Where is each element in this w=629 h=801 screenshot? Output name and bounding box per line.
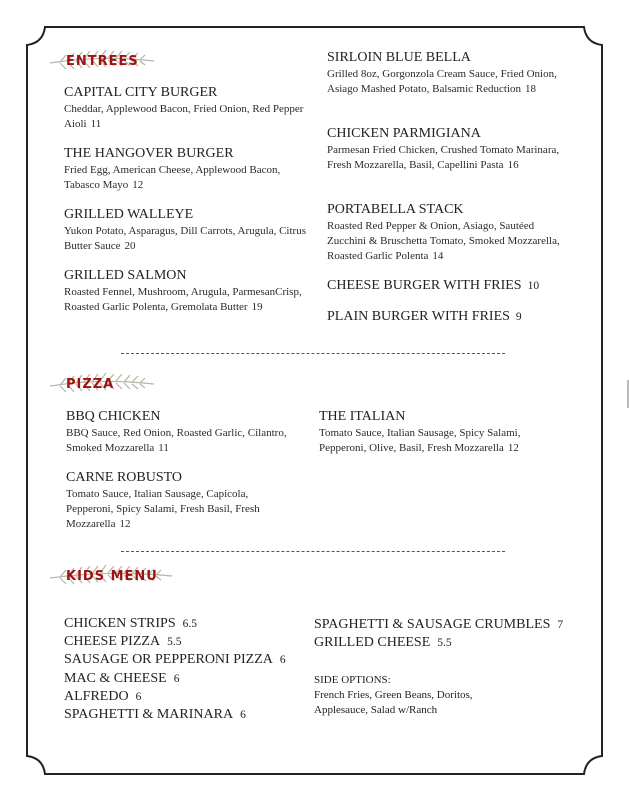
kids-menu-title: KIDS MENU (66, 569, 158, 584)
item-price: 6 (240, 709, 246, 722)
kids-item: SAUSAGE OR PEPPERONI PIZZA 6 (64, 652, 286, 668)
entrees-title: ENTREES (66, 54, 139, 69)
item-name: PLAIN BURGER WITH FRIES 9 (327, 309, 522, 324)
section-divider (121, 353, 505, 354)
kids-menu-list-right (314, 616, 563, 652)
item-price: 19 (251, 301, 263, 313)
item-price: 5.5 (437, 637, 452, 650)
item-name: THE HANGOVER BURGER (64, 146, 234, 161)
item-price: 18 (525, 83, 536, 95)
item-description: Grilled 8oz, Gorgonzola Cream Sauce, Fried Onion, Asiago Mashed Potato, Balsamic Reduction 18 (327, 68, 557, 95)
item-name: CAPITAL CITY BURGER (64, 85, 218, 100)
item-price: 11 (90, 118, 102, 130)
menu-item (327, 202, 575, 264)
item-name: BBQ CHICKEN (66, 409, 161, 424)
entrees-header (46, 47, 158, 81)
menu-item (64, 207, 314, 254)
item-price: 12 (119, 518, 131, 530)
menu-item (319, 409, 564, 456)
item-description: Cheddar, Applewood Bacon, Fried Onion, Red Pepper Aioli 11 (64, 103, 304, 130)
kids-item: GRILLED CHEESE 5.5 (314, 635, 452, 651)
menu-item (66, 409, 296, 456)
item-price: 6 (173, 672, 180, 685)
item-price: 10 (527, 280, 540, 292)
menu-item (327, 126, 569, 173)
item-name: GRILLED SALMON (64, 268, 187, 283)
item-price: 12 (132, 179, 144, 191)
kids-menu-list (64, 615, 286, 724)
item-name: CARNE ROBUSTO (66, 470, 183, 485)
item-price: 11 (158, 442, 169, 454)
kids-item: CHEESE PIZZA 5.5 (64, 634, 182, 650)
item-price: 6 (135, 690, 142, 703)
item-price: 9 (515, 311, 522, 323)
item-price: 12 (507, 442, 519, 454)
pizza-title: PIZZA (66, 377, 115, 392)
kids-item: SPAGHETTI & SAUSAGE CRUMBLES 7 (314, 617, 564, 632)
item-description: Fried Egg, American Cheese, Applewood Bacon, Tabasco Mayo 12 (64, 164, 281, 191)
item-name: THE ITALIAN (319, 409, 406, 424)
item-price: 5.5 (167, 636, 182, 649)
kids-item: MAC & CHEESE 6 (64, 670, 180, 686)
item-price: 20 (124, 240, 136, 252)
menu-item (327, 309, 577, 325)
menu-item (64, 146, 314, 193)
item-description: BBQ Sauce, Red Onion, Roasted Garlic, Cilantro, Smoked Mozzarella 11 (66, 427, 287, 454)
item-description: Yukon Potato, Asparagus, Dill Carrots, Arugula, Citrus Butter Sauce 20 (64, 225, 306, 252)
item-description: Parmesan Fried Chicken, Crushed Tomato Marinara, Fresh Mozzarella, Basil, Capellini Pasta 16 (327, 144, 560, 171)
item-description: Roasted Red Pepper & Onion, Asiago, Sautéed Zucchini & Bruschetta Tomato, Smoked Mozzarella, Roasted Garlic Polenta 14 (327, 220, 560, 262)
menu-item (327, 278, 577, 294)
item-price: 14 (432, 250, 444, 262)
item-description: Tomato Sauce, Italian Sausage, Capicola, Pepperoni, Spicy Salami, Fresh Basil, Fresh Mozzarella 12 (66, 488, 260, 530)
kids-item: SPAGHETTI & MARINARA 6 (64, 707, 246, 723)
section-divider (121, 551, 505, 552)
item-name: PORTABELLA STACK (327, 202, 464, 217)
item-name: GRILLED WALLEYE (64, 207, 194, 222)
pizza-header (46, 370, 158, 404)
kids-item: CHICKEN STRIPS 6.5 (64, 616, 198, 631)
side-options-text: French Fries, Green Beans, Doritos, Applesauce, Salad w/Ranch (314, 689, 473, 716)
item-price: 6.5 (182, 618, 198, 630)
item-description: Tomato Sauce, Italian Sausage, Spicy Salami, Pepperoni, Olive, Basil, Fresh Mozzarella 12 (319, 427, 521, 454)
item-name: CHICKEN PARMIGIANA (327, 126, 481, 141)
menu-item (66, 470, 298, 532)
item-price: 6 (279, 654, 286, 667)
item-price: 7 (557, 619, 564, 631)
item-description: Roasted Fennel, Mushroom, Arugula, ParmesanCrisp, Roasted Garlic Polenta, Gremolata Butter 19 (64, 286, 302, 313)
kids-item: ALFREDO 6 (64, 688, 142, 704)
item-name: SIRLOIN BLUE BELLA (327, 50, 471, 65)
kids-menu-header (46, 562, 176, 596)
side-options-label: SIDE OPTIONS: (314, 674, 391, 686)
item-name: CHEESE BURGER WITH FRIES 10 (327, 278, 540, 293)
item-price: 16 (507, 159, 519, 171)
menu-item (327, 50, 569, 97)
side-options (314, 673, 514, 718)
menu-item (64, 268, 304, 315)
menu-item (64, 85, 314, 132)
